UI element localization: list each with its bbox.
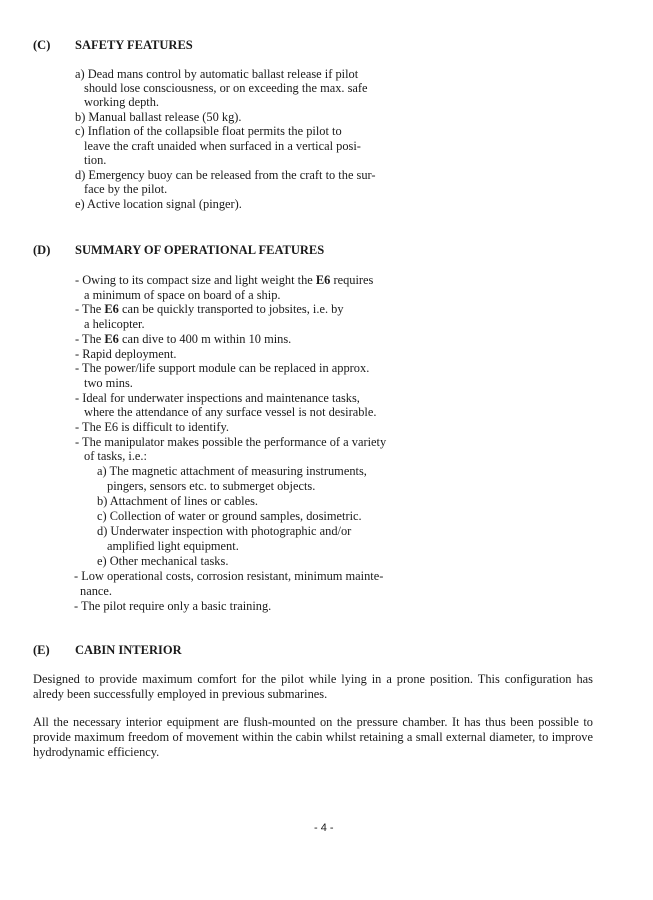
- list-item: of tasks, i.e.:: [84, 449, 147, 463]
- paragraph: All the necessary interior equipment are flush-mounted on the pressure chamber. It has thus been possible to provide maximum freedom of movement within the cabin whilst retaining a small external diameter, to improve hydrodynamic efficiency.: [33, 715, 593, 759]
- section-c-label: (C): [33, 38, 51, 52]
- list-item: c) Inflation of the collapsible float permits the pilot to: [75, 124, 342, 138]
- list-item: e) Active location signal (pinger).: [75, 197, 242, 211]
- list-item: - The pilot require only a basic training.: [74, 599, 272, 613]
- list-item: - The E6 can dive to 400 m within 10 mins.: [75, 332, 292, 346]
- sub-list-item: a) The magnetic attachment of measuring instruments,: [97, 464, 367, 478]
- list-item: two mins.: [84, 376, 133, 390]
- section-c-title: SAFETY FEATURES: [75, 38, 193, 52]
- section-e-label: (E): [33, 643, 50, 657]
- sub-list-item: e) Other mechanical tasks.: [97, 554, 229, 568]
- list-item: nance.: [80, 584, 112, 598]
- list-item: b) Manual ballast release (50 kg).: [75, 110, 242, 124]
- list-item: - The E6 is difficult to identify.: [75, 420, 229, 434]
- list-item: leave the craft unaided when surfaced in a vertical posi-: [84, 139, 361, 153]
- list-item: - Owing to its compact size and light weight the E6 requires: [75, 273, 374, 287]
- list-item: should lose consciousness, or on exceeding the max. safe: [84, 81, 368, 95]
- list-item: where the attendance of any surface vessel is not desirable.: [84, 405, 377, 419]
- paragraph: Designed to provide maximum comfort for the pilot while lying in a prone position. This configuration has alredy been successfully employed in previous submarines.: [33, 672, 593, 701]
- list-item: - The manipulator makes possible the performance of a variety: [75, 435, 387, 449]
- section-e-title: CABIN INTERIOR: [75, 643, 182, 657]
- list-item: a) Dead mans control by automatic ballast release if pilot: [75, 67, 359, 81]
- section-d-label: (D): [33, 243, 51, 257]
- list-item: - Ideal for underwater inspections and maintenance tasks,: [75, 391, 360, 405]
- list-item: - Rapid deployment.: [75, 347, 177, 361]
- list-item: a helicopter.: [84, 317, 145, 331]
- list-item: working depth.: [84, 95, 160, 109]
- list-item: - Low operational costs, corrosion resistant, minimum mainte-: [74, 569, 384, 583]
- list-item: d) Emergency buoy can be released from the craft to the sur-: [75, 168, 376, 182]
- sub-list-item: amplified light equipment.: [107, 539, 239, 553]
- list-item: face by the pilot.: [84, 182, 168, 196]
- sub-list-item: b) Attachment of lines or cables.: [97, 494, 259, 508]
- list-item: tion.: [84, 153, 107, 167]
- list-item: a minimum of space on board of a ship.: [84, 288, 281, 302]
- sub-list-item: d) Underwater inspection with photographic and/or: [97, 524, 352, 538]
- section-d-title: SUMMARY OF OPERATIONAL FEATURES: [75, 243, 325, 257]
- list-item: - The power/life support module can be replaced in approx.: [75, 361, 370, 375]
- page-number: - 4 -: [314, 822, 334, 834]
- sub-list-item: c) Collection of water or ground samples, dosimetric.: [97, 509, 362, 523]
- list-item: - The E6 can be quickly transported to jobsites, i.e. by: [75, 302, 344, 316]
- sub-list-item: pingers, sensors etc. to submerget objects.: [107, 479, 316, 493]
